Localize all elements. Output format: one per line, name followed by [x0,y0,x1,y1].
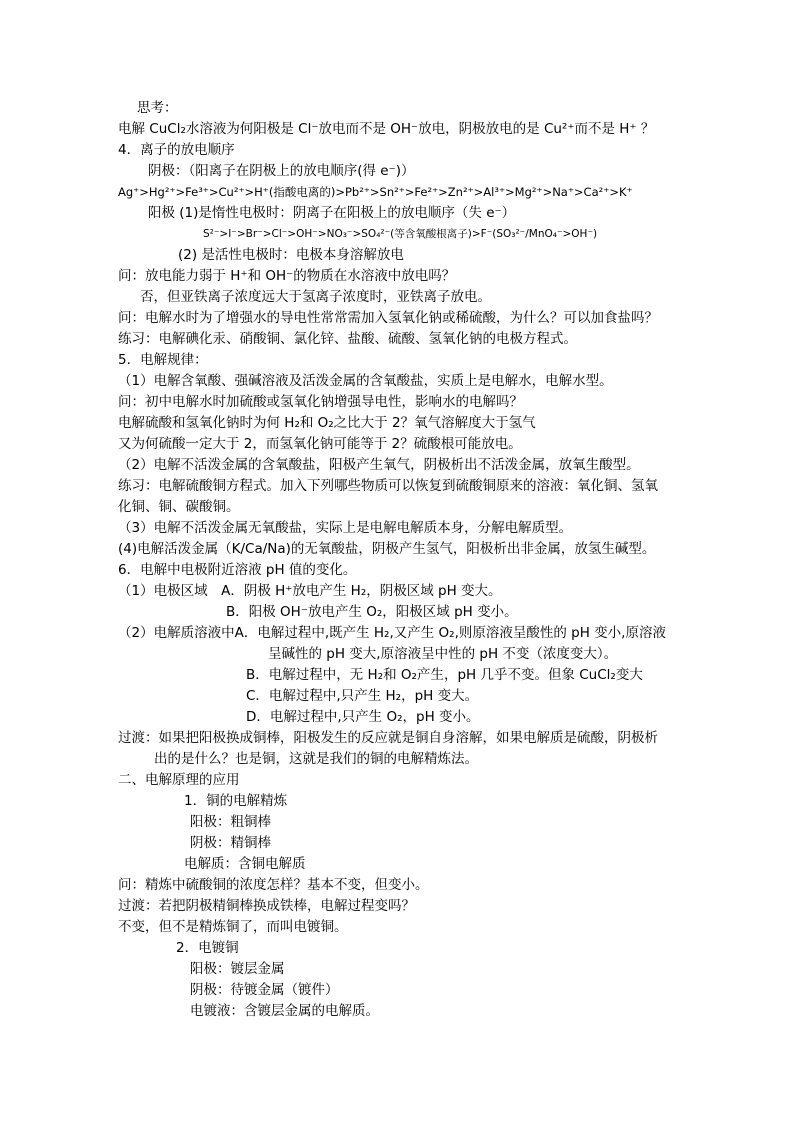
section-heading: 4．离子的放电顺序 [118,142,235,158]
text-line: 过渡：若把阴极精铜棒换成铁棒，电解过程变吗？ [118,898,415,914]
text-line: (4)电解活泼金属（K/Ca/Na)的无氧酸盐，阴极产生氢气，阳极析出非金属，放氢生碱型。 [118,541,656,557]
text-line: 阴极：（阳离子在阴极上的放电顺序(得 e⁻)） [148,163,415,179]
text-line: 电镀液：含镀层金属的电解质。 [190,1003,379,1019]
text-line: 否，但亚铁离子浓度远大于氢离子浓度时，亚铁离子放电。 [140,289,491,305]
text-line: （2）电解质溶液中A．电解过程中,既产生 H₂,又产生 O₂,则原溶液呈酸性的 pH 变小,原溶液 [118,625,666,641]
text-line: （2）电解不活泼金属的含氧酸盐，阳极产生氧气，阴极析出不活泼金属，放氧生酸型。 [118,457,640,473]
section-heading: 6．电解中电极附近溶液 pH 值的变化。 [118,562,357,578]
cation-order-line: Ag⁺>Hg²⁺>Fe³⁺>Cu²⁺>H⁺(指酸电离的)>Pb²⁺>Sn²⁺>Fe²⁺>Zn²⁺>Al³⁺>Mg²⁺>Na⁺>Ca²⁺>K⁺ [118,185,633,199]
subsection-heading: 2．电镀铜 [176,940,239,956]
text-line: 电解质：含铜电解质 [184,856,306,872]
section-heading: 二、电解原理的应用 [118,772,240,788]
text-line: （1）电极区域 A．阴极 H⁺放电产生 H₂，阴极区域 pH 变大。 [118,583,502,599]
text-line: C．电解过程中,只产生 H₂，pH 变大。 [246,688,479,704]
text-line: 化铜、铜、碳酸铜。 [118,499,240,515]
text-line: 呈碱性的 pH 变大,原溶液呈中性的 pH 不变（浓度变大）。 [268,646,618,662]
think-heading: 思考： [137,100,178,116]
text-line: 练习：电解碘化汞、硝酸铜、氯化锌、盐酸、硫酸、氢氧化钠的电极方程式。 [118,331,577,347]
text-line: 阴极：待镀金属（镀件） [190,982,339,998]
text-line: 过渡：如果把阳极换成铜棒，阳极发生的反应就是铜自身溶解，如果电解质是硫酸，阴极析 [118,730,658,746]
text-line: 问：电解水时为了增强水的导电性常常需加入氢氧化钠或稀硫酸，为什么？可以加食盐吗？ [118,310,658,326]
anion-order-line: S²⁻>I⁻>Br⁻>Cl⁻>OH⁻>NO₃⁻>SO₄²⁻(等含氧酸根离子)>F⁻(SO₃²⁻/MnO₄⁻>OH⁻) [203,228,598,240]
subsection-heading: 1．铜的电解精炼 [184,793,288,809]
text-line: 电解硫酸和氢氧化钠时为何 H₂和 O₂之比大于 2？氧气溶解度大于氢气 [118,415,536,431]
text-line: 练习：电解硫酸铜方程式。加入下列哪些物质可以恢复到硫酸铜原来的溶液：氧化铜、氢氧 [118,478,658,494]
text-line: (2) 是活性电极时：电极本身溶解放电 [178,247,404,263]
text-line: 阳极：镀层金属 [190,961,285,977]
text-line: （3）电解不活泼金属无氧酸盐，实际上是电解电解质本身，分解电解质型。 [118,520,573,536]
text-line: 阴极：精铜棒 [190,835,271,851]
text-line: 电解 CuCl₂水溶液为何阳极是 Cl⁻放电而不是 OH⁻放电，阴极放电的是 Cu²⁺而不是 H⁺ ？ [118,121,655,137]
text-line: 问：精炼中硫酸铜的浓度怎样？基本不变，但变小。 [118,877,429,893]
text-line: 阳极 (1)是惰性电极时：阴离子在阳极上的放电顺序（失 e⁻） [148,205,516,221]
text-line: 问：放电能力弱于 H⁺和 OH⁻的物质在水溶液中放电吗？ [118,268,456,284]
text-line: 不变，但不是精炼铜了，而叫电镀铜。 [118,919,348,935]
text-line: 阳极：粗铜棒 [190,814,271,830]
text-line: D．电解过程中,只产生 O₂，pH 变小。 [246,709,480,725]
text-line: 又为何硫酸一定大于 2，而氢氧化钠可能等于 2？硫酸根可能放电。 [118,436,522,452]
text-line: 问：初中电解水时加硫酸或氢氧化钠增强导电性，影响水的电解吗？ [118,394,523,410]
text-line: （1）电解含氧酸、强碱溶液及活泼金属的含氧酸盐，实质上是电解水，电解水型。 [118,373,613,389]
section-heading: 5．电解规律： [118,352,208,368]
text-line: B．电解过程中，无 H₂和 O₂产生，pH 几乎不变。但象 CuCl₂变大 [246,667,643,683]
text-line: B．阳极 OH⁻放电产生 O₂，阳极区域 pH 变小。 [226,604,518,620]
text-line: 出的是什么？也是铜，这就是我们的铜的电解精炼法。 [154,751,478,767]
